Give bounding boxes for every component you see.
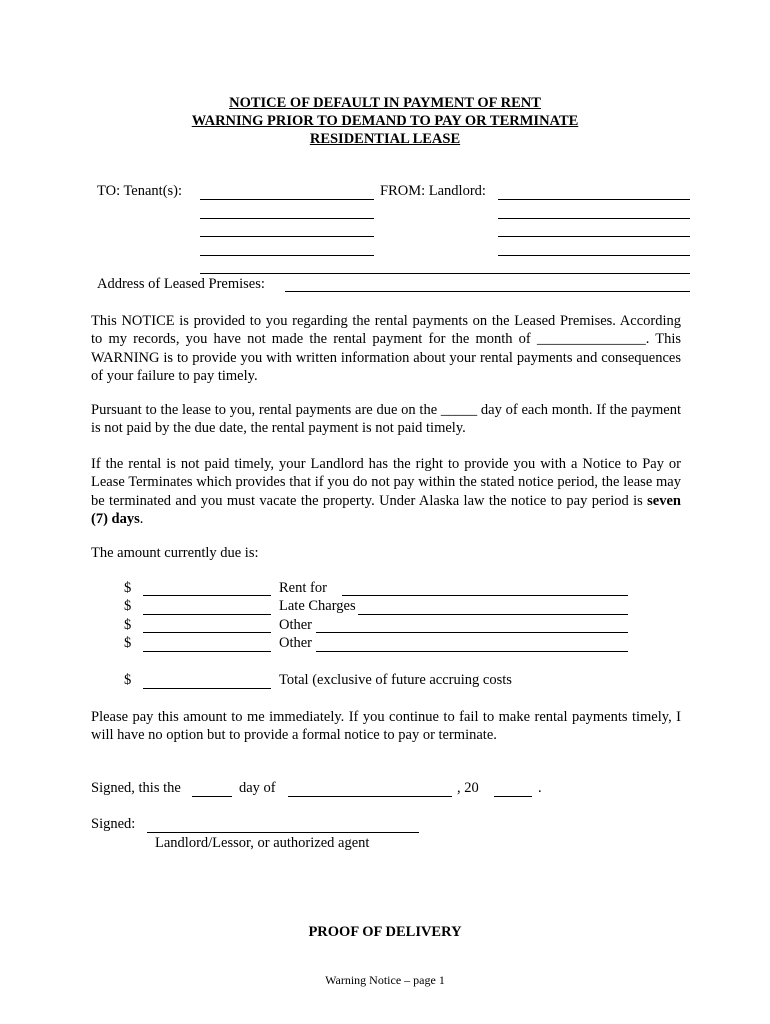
- tenant-name-line-4[interactable]: [200, 255, 374, 256]
- total-amount-field[interactable]: [143, 688, 271, 689]
- signed-label: Signed:: [91, 816, 136, 832]
- year-prefix-label: , 20: [457, 780, 479, 796]
- paragraph-notice-part-1: This NOTICE is provided to you regarding the rental payments on the Leased Premises. According to my records, you have not made the rental payment for the month of: [91, 313, 681, 348]
- currency-sign: $: [124, 617, 132, 633]
- paragraph-notice-part-2: . This WARNING is to provide you with written information about your rental payments and consequences of your failure to pay timely.: [91, 331, 681, 384]
- late-charges-field[interactable]: [358, 614, 628, 615]
- address-line-upper[interactable]: [200, 273, 690, 274]
- document-title-line-2: WARNING PRIOR TO DEMAND TO PAY OR TERMINATE: [191, 113, 579, 129]
- late-charges-amount-field[interactable]: [143, 614, 271, 615]
- amount-due-label: The amount currently due is:: [91, 545, 259, 561]
- signed-year-field[interactable]: [494, 796, 532, 797]
- paragraph-due-date: [91, 401, 681, 438]
- currency-sign: $: [124, 635, 132, 651]
- document-title-line-1: NOTICE OF DEFAULT IN PAYMENT OF RENT: [229, 95, 541, 111]
- signed-this-label: Signed, this the: [91, 780, 181, 796]
- paragraph-notice: [91, 312, 681, 385]
- other-description-field-2[interactable]: [316, 651, 628, 652]
- landlord-name-line-4[interactable]: [498, 255, 690, 256]
- landlord-label: FROM: Landlord:: [380, 183, 486, 199]
- month-blank[interactable]: _______________: [536, 331, 646, 348]
- charge-label-rent: Rent for: [279, 580, 327, 596]
- currency-sign: $: [124, 580, 132, 596]
- currency-sign: $: [124, 672, 132, 688]
- landlord-name-line-2[interactable]: [498, 218, 690, 219]
- page-footer: Warning Notice – page 1: [325, 973, 445, 987]
- tenant-label: TO: Tenant(s):: [97, 183, 183, 199]
- charge-label-late: Late Charges: [279, 598, 356, 614]
- paragraph-rights-end: .: [139, 510, 144, 527]
- charge-label-other-1: Other: [279, 617, 313, 633]
- notice-period-bold: seven (7) days: [91, 492, 681, 527]
- signer-caption: Landlord/Lessor, or authorized agent: [155, 835, 370, 851]
- paragraph-due-part-1: Pursuant to the lease to you, rental payments are due on the: [91, 402, 438, 418]
- signed-day-field[interactable]: [192, 796, 232, 797]
- paragraph-rights: [91, 455, 681, 528]
- total-label: Total (exclusive of future accruing costs: [279, 672, 512, 688]
- address-line[interactable]: [285, 291, 690, 292]
- landlord-name-line-1[interactable]: [498, 199, 690, 200]
- signed-period: .: [538, 780, 542, 796]
- paragraph-pay-immediately: Please pay this amount to me immediately. If you continue to fail to make rental payments timely, I will have no option but to provide a formal notice to pay or terminate.: [91, 709, 681, 744]
- currency-sign: $: [124, 598, 132, 614]
- tenant-name-line-3[interactable]: [200, 236, 374, 237]
- signature-line[interactable]: [147, 832, 419, 833]
- document-title-line-3: RESIDENTIAL LEASE: [309, 131, 461, 147]
- paragraph-rights-text: If the rental is not paid timely, your Landlord has the right to provide you with a Notice to Pay or Lease Terminates which provides that if you do not pay within the stated notice period, the lease may be terminated and you must vacate the property. Under Alaska law the notice to pay period is: [91, 456, 681, 509]
- rent-for-field[interactable]: [342, 595, 628, 596]
- tenant-name-line-1[interactable]: [200, 199, 374, 200]
- paragraph-due-part-2: day of each month. If the payment is not paid by the due date, the rental payment is not paid timely.: [91, 402, 682, 437]
- signed-month-field[interactable]: [288, 796, 452, 797]
- other-amount-field-2[interactable]: [143, 651, 271, 652]
- charge-label-other-2: Other: [279, 635, 313, 651]
- due-day-blank[interactable]: _____: [440, 402, 478, 418]
- address-label: Address of Leased Premises:: [97, 276, 265, 292]
- landlord-name-line-3[interactable]: [498, 236, 690, 237]
- other-description-field-1[interactable]: [316, 632, 628, 633]
- tenant-name-line-2[interactable]: [200, 218, 374, 219]
- rent-amount-field[interactable]: [143, 595, 271, 596]
- proof-of-delivery-heading: PROOF OF DELIVERY: [308, 924, 462, 940]
- day-of-label: day of: [239, 780, 276, 796]
- other-amount-field-1[interactable]: [143, 632, 271, 633]
